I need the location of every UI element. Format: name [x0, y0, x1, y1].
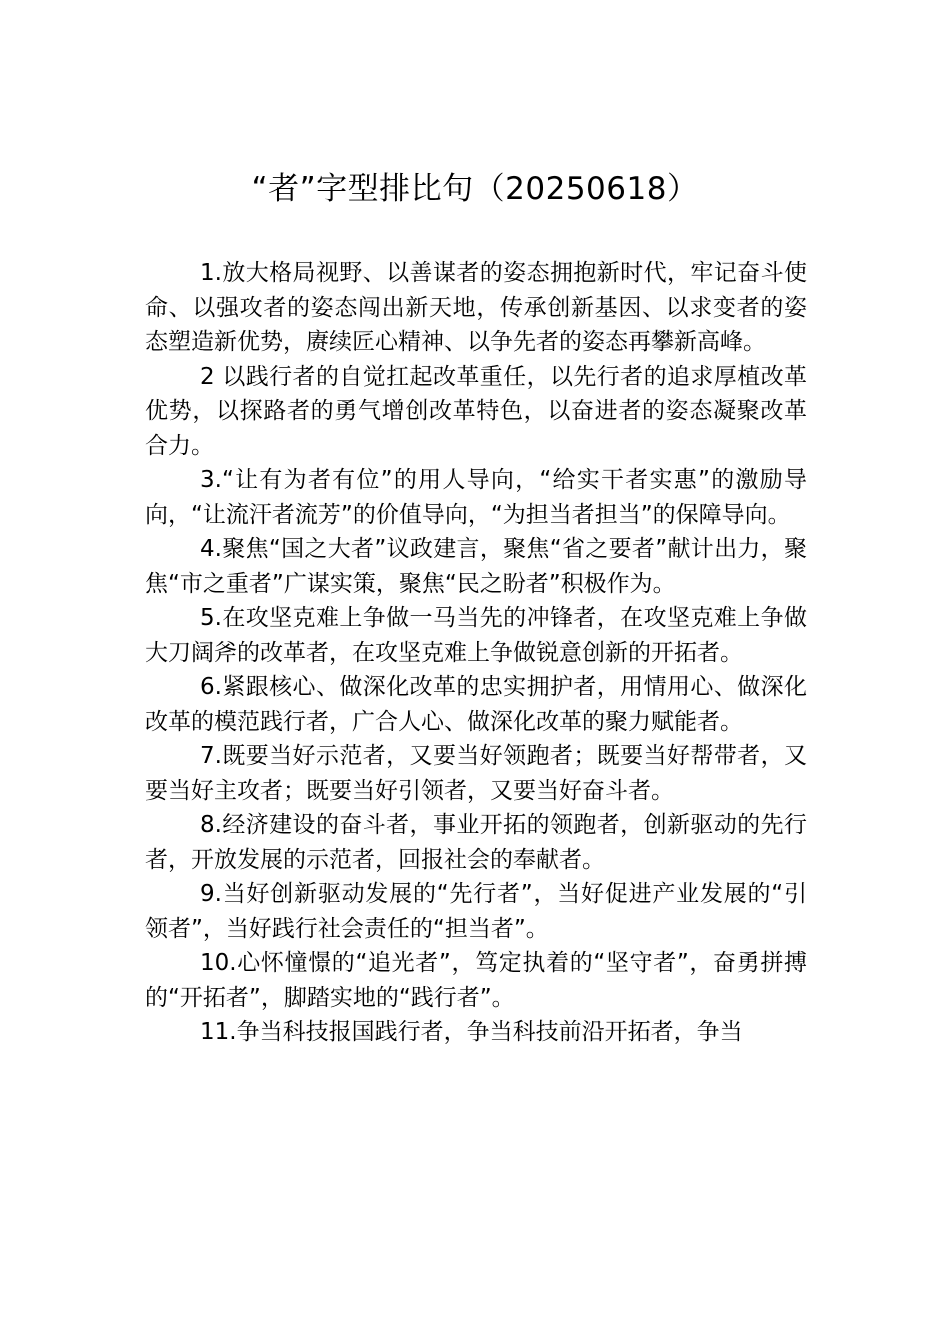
- document-body: [145, 256, 807, 1050]
- paragraph-4: 4.聚焦“国之大者”议政建言，聚焦“省之要者”献计出力，聚焦“市之重者”广谋实策，聚焦“民之盼者”积极作为。: [145, 536, 807, 597]
- document-title: “者”字型排比句（20250618）: [251, 171, 699, 207]
- paragraph-10: 10.心怀憧憬的“追光者”，笃定执着的“坚守者”，奋勇拼搏的“开拓者”，脚踏实地的“践行者”。: [145, 950, 807, 1011]
- paragraph-6: 6.紧跟核心、做深化改革的忠实拥护者，用情用心、做深化改革的模范践行者，广合人心、做深化改革的聚力赋能者。: [145, 674, 807, 735]
- paragraph-7: 7.既要当好示范者，又要当好领跑者；既要当好帮带者，又要当好主攻者；既要当好引领者，又要当好奋斗者。: [145, 743, 807, 804]
- paragraph-9: 9.当好创新驱动发展的“先行者”，当好促进产业发展的“引领者”，当好践行社会责任的“担当者”。: [145, 881, 807, 942]
- paragraph-8: 8.经济建设的奋斗者，事业开拓的领跑者，创新驱动的先行者，开放发展的示范者，回报社会的奉献者。: [145, 812, 807, 873]
- paragraph-5: 5.在攻坚克难上争做一马当先的冲锋者，在攻坚克难上争做大刀阔斧的改革者，在攻坚克难上争做锐意创新的开拓者。: [145, 605, 807, 666]
- paragraph-3: 3.“让有为者有位”的用人导向，“给实干者实惠”的激励导向，“让流汗者流芳”的价值导向，“为担当者担当”的保障导向。: [145, 467, 807, 528]
- paragraph-11: 11.争当科技报国践行者，争当科技前沿开拓者，争当: [200, 1019, 743, 1045]
- paragraph-2: 2 以践行者的自觉扛起改革重任，以先行者的追求厚植改革优势，以探路者的勇气增创改革特色，以奋进者的姿态凝聚改革合力。: [145, 363, 807, 459]
- paragraph-1: 1.放大格局视野、以善谋者的姿态拥抱新时代，牢记奋斗使命、以强攻者的姿态闯出新天地，传承创新基因、以求变者的姿态塑造新优势，赓续匠心精神、以争先者的姿态再攀新高峰。: [145, 260, 807, 355]
